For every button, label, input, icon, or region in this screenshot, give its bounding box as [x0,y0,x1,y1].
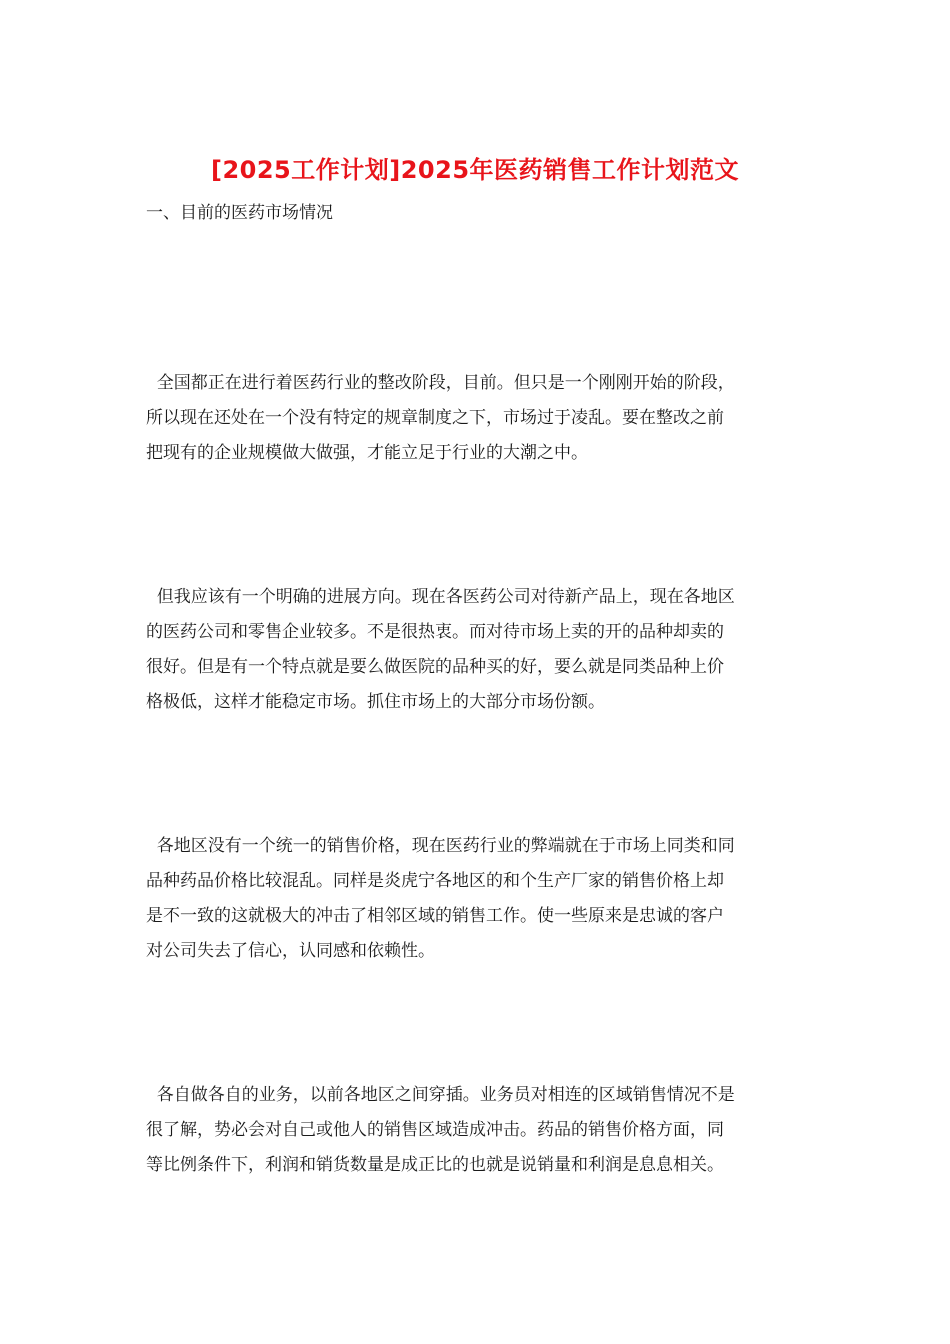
paragraph-line: 把现有的企业规模做大做强，才能立足于行业的大潮之中。 [146,443,588,463]
paragraph-line: 所以现在还处在一个没有特定的规章制度之下，市场过于凌乱。要在整改之前 [146,408,724,428]
paragraph-line: 是不一致的这就极大的冲击了相邻区域的销售工作。使一些原来是忠诚的客户 [146,906,724,926]
paragraph-line: 很了解，势必会对自己或他人的销售区域造成冲击。药品的销售价格方面，同 [146,1120,724,1140]
paragraph-1 [146,366,806,471]
paragraph-line: 全国都正在进行着医药行业的整改阶段，目前。但只是一个刚刚开始的阶段， [146,373,735,393]
paragraph-line: 对公司失去了信心，认同感和依赖性。 [146,941,435,961]
paragraph-line: 等比例条件下，利润和销货数量是成正比的也就是说销量和利润是息息相关。 [146,1155,724,1175]
paragraph-line: 格极低，这样才能稳定市场。抓住市场上的大部分市场份额。 [146,692,605,712]
paragraph-line: 各自做各自的业务，以前各地区之间穿插。业务员对相连的区域销售情况不是 [146,1085,735,1105]
paragraph-4 [146,1078,806,1183]
paragraph-line: 但我应该有一个明确的进展方向。现在各医药公司对待新产品上，现在各地区 [146,587,735,607]
document-title: [2025工作计划]2025年医药销售工作计划范文 [210,156,740,184]
paragraph-line: 各地区没有一个统一的销售价格，现在医药行业的弊端就在于市场上同类和同 [146,836,735,856]
paragraph-3 [146,829,806,969]
paragraph-line: 品种药品价格比较混乱。同样是炎虎宁各地区的和个生产厂家的销售价格上却 [146,871,724,891]
section-heading: 一、目前的医药市场情况 [146,203,333,223]
paragraph-line: 很好。但是有一个特点就是要么做医院的品种买的好，要么就是同类品种上价 [146,657,724,677]
paragraph-2 [146,580,806,720]
paragraph-line: 的医药公司和零售企业较多。不是很热衷。而对待市场上卖的开的品种却卖的 [146,622,724,642]
